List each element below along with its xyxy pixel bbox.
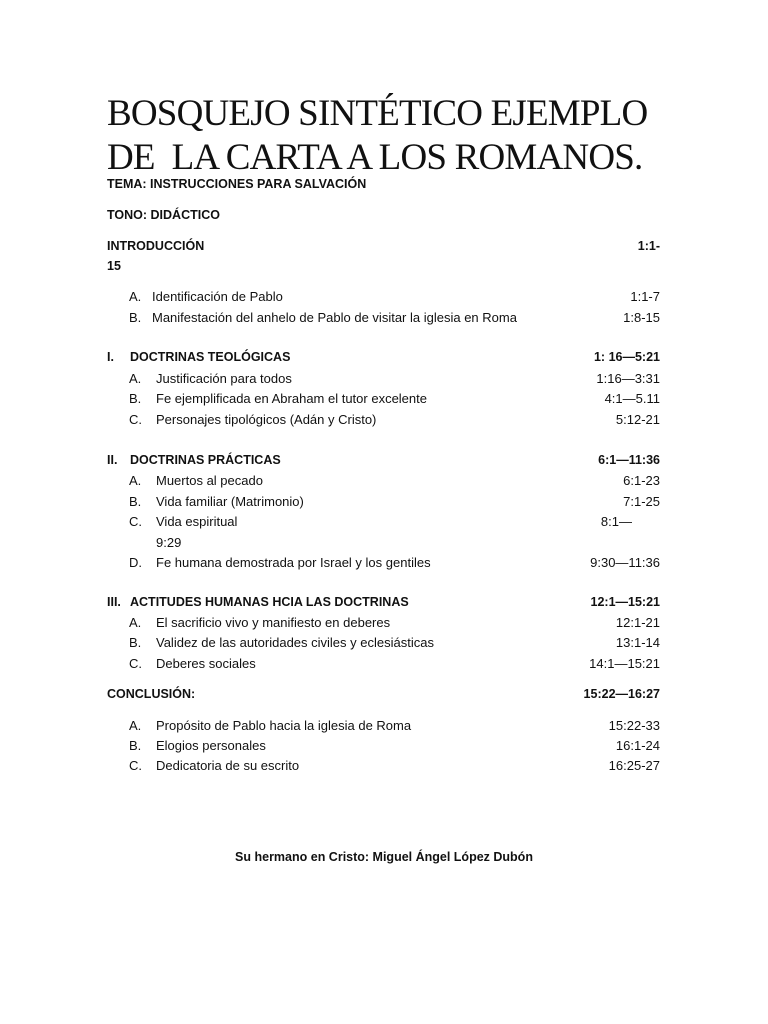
- item-letter: C.: [129, 514, 142, 529]
- item-text: Deberes sociales: [156, 656, 256, 671]
- item-text: Personajes tipológicos (Adán y Cristo): [156, 412, 377, 427]
- section-heading: [107, 350, 660, 364]
- document-title: [107, 92, 727, 180]
- section-ref: 12:1—15:21: [590, 595, 660, 609]
- item-letter: A.: [129, 473, 142, 488]
- section-heading: [107, 595, 660, 609]
- tema-line: TEMA: INSTRUCCIONES PARA SALVACIÓN: [107, 177, 367, 191]
- item-letter: C.: [129, 758, 142, 773]
- intro-ref: 1:1-: [637, 239, 660, 253]
- conclusion-ref: 15:22—16:27: [583, 687, 660, 701]
- item-letter: C.: [129, 656, 142, 671]
- item-ref: 5:12-21: [615, 412, 660, 427]
- item-letter: A.: [129, 289, 142, 304]
- item-ref: 14:1—15:21: [589, 656, 660, 671]
- item-text: Validez de las autoridades civiles y eclesiásticas: [156, 635, 434, 650]
- conclusion-label: CONCLUSIÓN:: [107, 687, 196, 701]
- intro-label: INTRODUCCIÓN: [107, 239, 205, 253]
- item-ref: 6:1-23: [623, 473, 660, 488]
- item-ref: 1:1-7: [630, 289, 660, 304]
- item-text: Dedicatoria de su escrito: [156, 758, 300, 773]
- tono-line: TONO: DIDÁCTICO: [107, 208, 220, 222]
- item-text: Propósito de Pablo hacia la iglesia de Roma: [156, 718, 412, 733]
- item-ref: 12:1-21: [615, 615, 660, 630]
- section-number: III.: [107, 595, 121, 609]
- section-number: II.: [107, 453, 118, 467]
- conclusion-heading: [107, 687, 660, 701]
- title-line-1: BOSQUEJO SINTÉTICO EJEMPLO: [107, 93, 648, 134]
- item-letter: B.: [129, 391, 142, 406]
- section-number: I.: [107, 350, 114, 364]
- signature: Su hermano en Cristo: Miguel Ángel López Dubón: [235, 850, 533, 864]
- item-ref: 1:16—3:31: [596, 371, 660, 386]
- item-letter: C.: [129, 412, 142, 427]
- intro-ref-continuation: 15: [107, 259, 121, 273]
- item-text: Fe ejemplificada en Abraham el tutor excelente: [156, 391, 427, 406]
- item-letter: A.: [129, 718, 142, 733]
- item-ref: 16:1-24: [615, 738, 660, 753]
- item-ref: 1:8-15: [623, 310, 660, 325]
- section-ref: 1: 16—5:21: [593, 350, 660, 364]
- item-ref: 7:1-25: [623, 494, 660, 509]
- item-text: Fe humana demostrada por Israel y los gentiles: [156, 555, 431, 570]
- item-ref: 8:1—: [600, 514, 632, 529]
- section-label: DOCTRINAS PRÁCTICAS: [130, 453, 281, 467]
- title-line-2: DE LA CARTA A LOS ROMANOS.: [107, 137, 643, 178]
- item-letter: B.: [129, 738, 142, 753]
- item-letter: A.: [129, 371, 142, 386]
- item-text: El sacrificio vivo y manifiesto en deberes: [156, 615, 391, 630]
- intro-heading: [107, 239, 660, 253]
- section-label: ACTITUDES HUMANAS HCIA LAS DOCTRINAS: [130, 595, 409, 609]
- item-text: Elogios personales: [156, 738, 266, 753]
- item-text: Justificación para todos: [156, 371, 292, 386]
- item-ref-continuation: 9:29: [156, 535, 182, 550]
- item-text: Identificación de Pablo: [152, 289, 283, 304]
- item-ref: 13:1-14: [615, 635, 660, 650]
- item-ref: 16:25-27: [608, 758, 660, 773]
- item-ref: 15:22-33: [608, 718, 660, 733]
- item-text: Manifestación del anhelo de Pablo de visitar la iglesia en Roma: [152, 310, 517, 325]
- item-letter: B.: [129, 635, 142, 650]
- item-text: Vida familiar (Matrimonio): [156, 494, 304, 509]
- item-ref: 9:30—11:36: [590, 555, 660, 570]
- item-letter: A.: [129, 615, 142, 630]
- item-letter: D.: [129, 555, 142, 570]
- item-text: Muertos al pecado: [156, 473, 263, 488]
- section-heading: [107, 453, 660, 467]
- item-letter: B.: [129, 310, 142, 325]
- section-label: DOCTRINAS TEOLÓGICAS: [130, 350, 291, 364]
- item-ref: 4:1—5.11: [604, 391, 660, 406]
- item-text: Vida espiritual: [156, 514, 238, 529]
- section-ref: 6:1—11:36: [598, 453, 660, 467]
- item-letter: B.: [129, 494, 142, 509]
